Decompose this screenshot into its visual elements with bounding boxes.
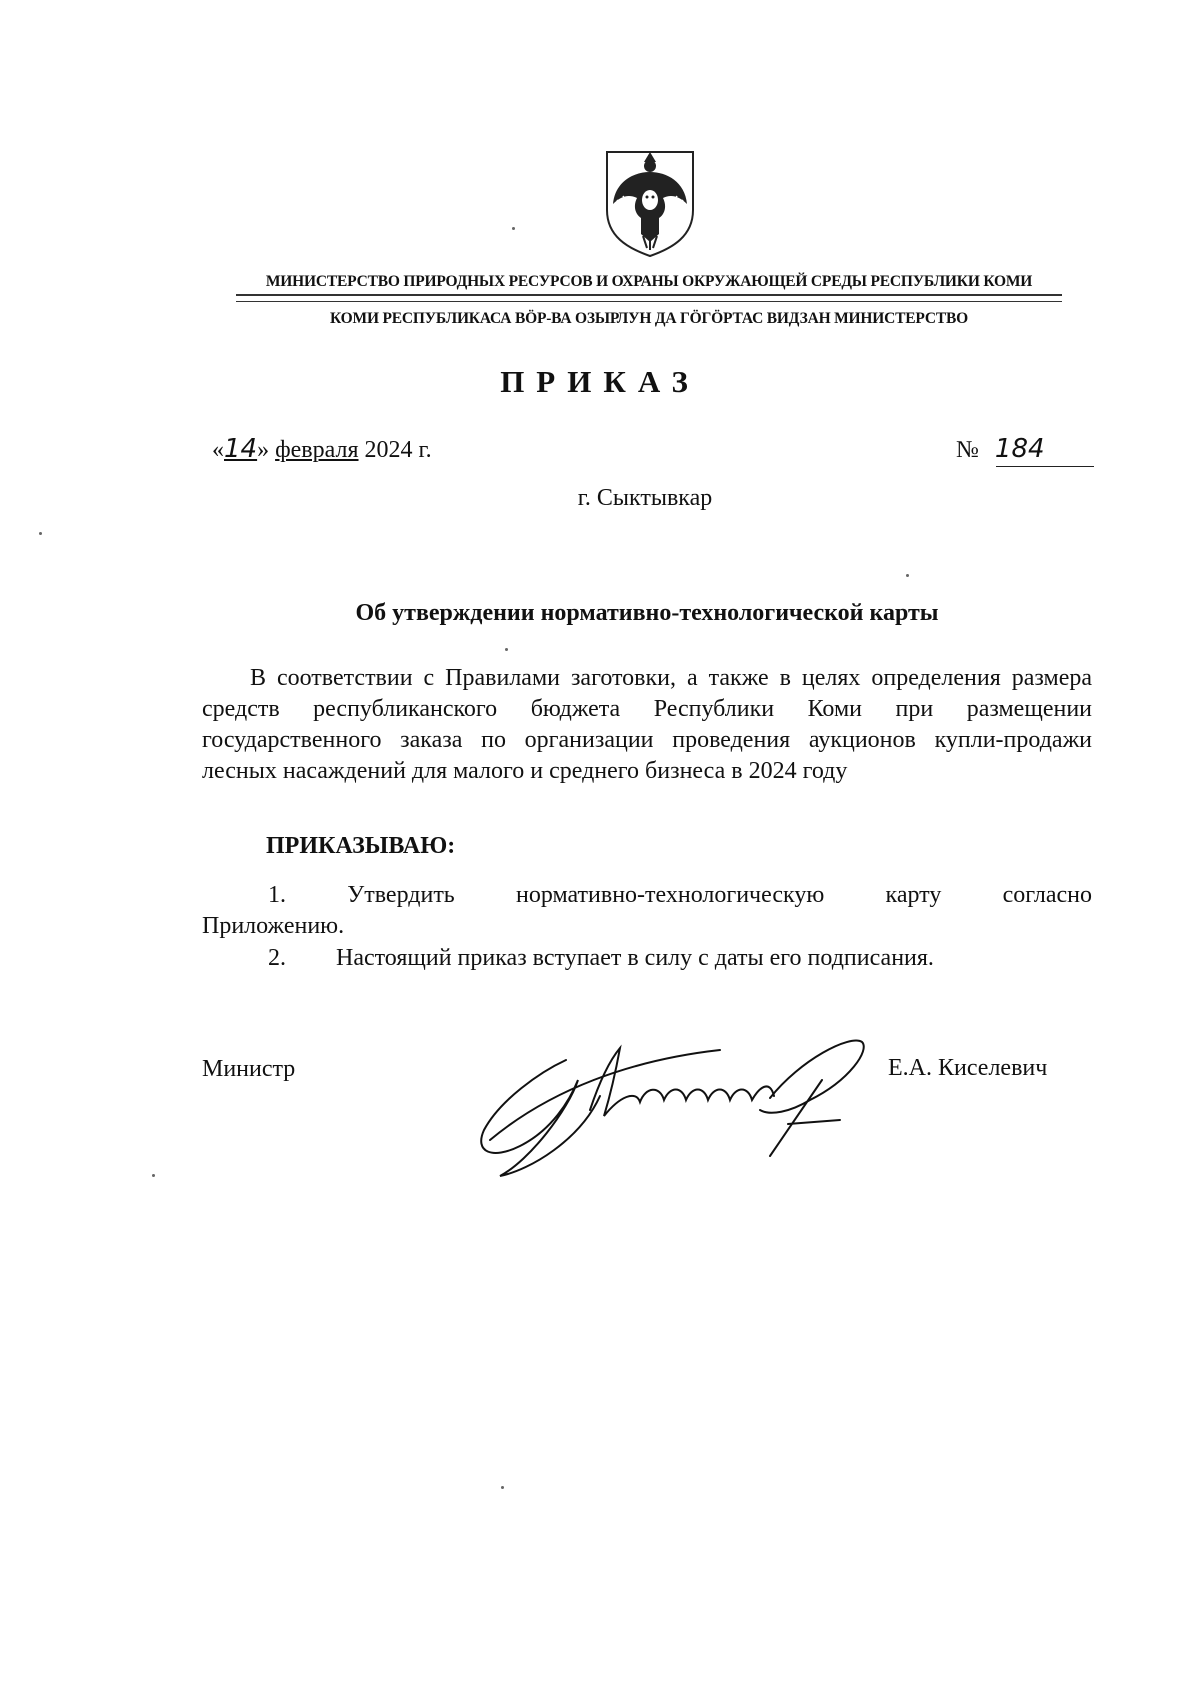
item-1-word-1: Утвердить (347, 882, 455, 908)
order-date (212, 434, 432, 464)
item-1-word-2: нормативно-технологическую (516, 882, 825, 908)
item-2-number: 2. (268, 945, 286, 971)
scan-speck (512, 227, 515, 230)
coat-of-arms-icon (603, 148, 697, 260)
preamble-paragraph: В соответствии с Правилами заготовки, а также в целях определения размера средств республиканского бюджета Республики Коми при размещении государственного заказа по организации проведения аукционов купли-продажи лесных насаждений для малого и среднего бизнеса в 2024 году (202, 665, 1092, 784)
order-item-2 (202, 943, 1092, 974)
item-1-number: 1. (268, 882, 286, 908)
date-close-quote: » (257, 437, 270, 463)
scan-speck (501, 1486, 504, 1489)
number-label: № (956, 437, 979, 463)
signature-icon (470, 1020, 910, 1190)
signer-position: Министр (202, 1056, 296, 1082)
date-year: 2024 г. (364, 437, 432, 463)
ministry-name-komi: КОМИ РЕСПУБЛИКАСА ВӦР-ВА ОЗЫРЛУН ДА ГӦГӦРТАС ВИДЗАН МИНИСТЕРСТВО (330, 310, 968, 327)
item-1-word-3: карту (885, 882, 942, 908)
ministry-name-ru: МИНИСТЕРСТВО ПРИРОДНЫХ РЕСУРСОВ И ОХРАНЫ ОКРУЖАЮЩЕЙ СРЕДЫ РЕСПУБЛИКИ КОМИ (265, 273, 1033, 290)
document-subject: Об утверждении нормативно-технологической карты (355, 600, 939, 626)
number-value: 184 (994, 434, 1045, 464)
scan-speck (906, 574, 909, 577)
date-open-quote: « (212, 437, 224, 463)
scan-speck (152, 1174, 155, 1177)
signer-name: Е.А. Киселевич (888, 1055, 1048, 1081)
scan-speck (39, 532, 42, 535)
city-line: г. Сыктывкар (577, 485, 713, 511)
scan-speck (505, 648, 508, 651)
item-2-text: Настоящий приказ вступает в силу с даты его подписания. (336, 945, 934, 971)
document-type-title: ПРИКАЗ (500, 364, 700, 399)
number-underline (996, 466, 1094, 467)
date-day: 14 (224, 434, 258, 464)
item-1-word-4: согласно (1002, 882, 1092, 908)
date-month: февраля (275, 437, 359, 463)
order-number (956, 434, 1045, 464)
header-divider (236, 294, 1062, 302)
order-item-1 (202, 880, 1092, 942)
order-word: ПРИКАЗЫВАЮ: (266, 833, 456, 859)
item-1-line-2: Приложению. (202, 913, 345, 939)
